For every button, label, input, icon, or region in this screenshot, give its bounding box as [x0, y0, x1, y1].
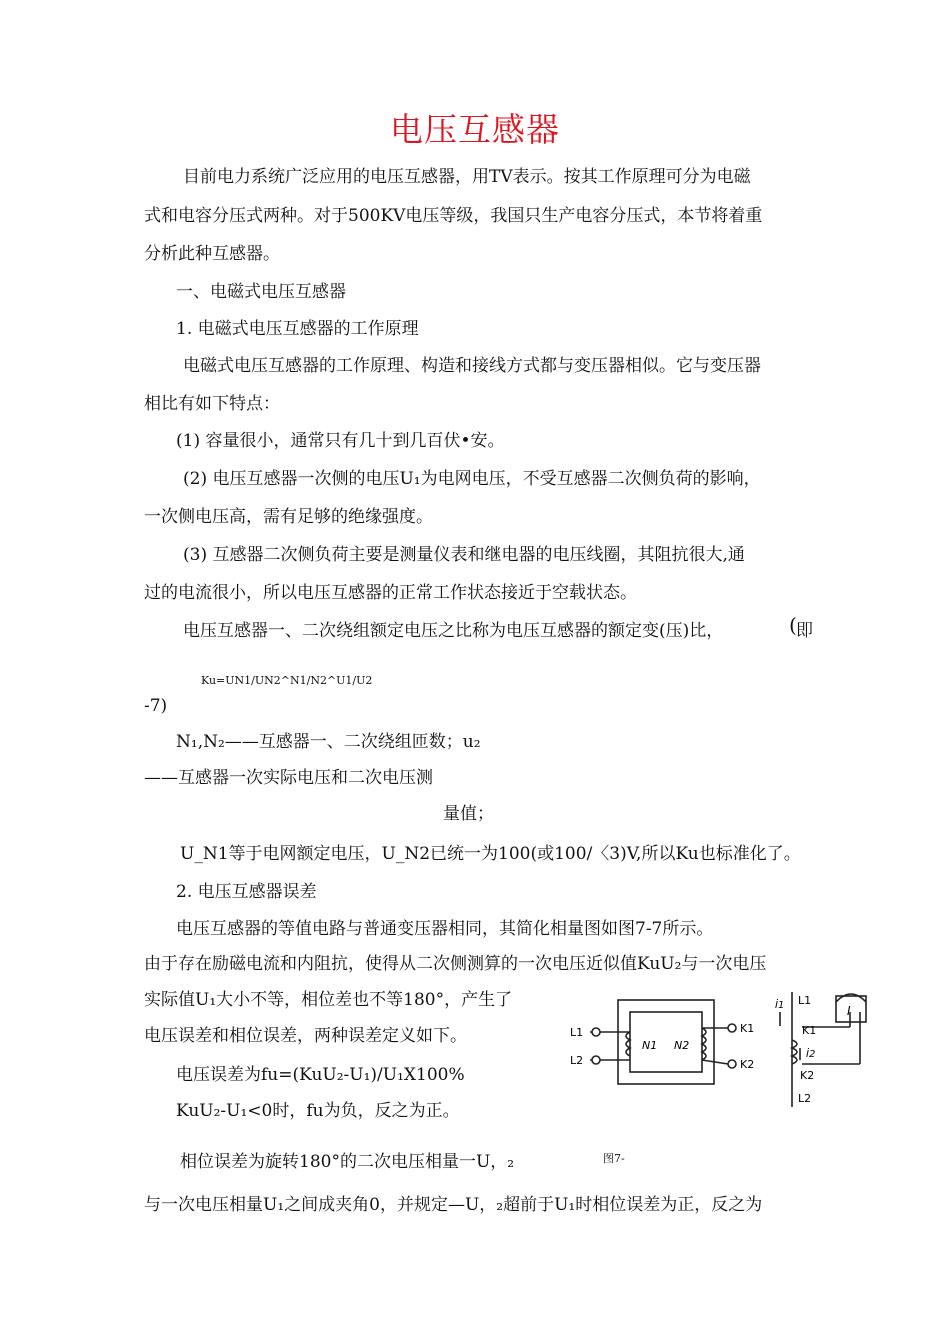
label-meter-I: I — [847, 1004, 851, 1018]
label-L2-left: L2 — [570, 1054, 584, 1067]
label-N2: N2 — [674, 1039, 690, 1052]
paragraph-ratio: 电压互感器一、二次绕组额定电压之比称为电压互感器的额定变(压)比， — [183, 621, 724, 641]
label-K2-right: K2 — [800, 1069, 815, 1082]
label-L2-right: L2 — [798, 1092, 812, 1105]
page-title: 电压互感器 — [390, 110, 560, 149]
figure-caption: 图7- — [603, 1152, 625, 1165]
paragraph-intro-line3: 分析此种互感器。 — [144, 244, 280, 264]
paragraph-ratio-tail: 即 — [796, 621, 813, 641]
voltage-error-sign: KuU₂-U₁<0时，fu为负，反之为正。 — [176, 1101, 460, 1121]
paragraph-intro-line2: 式和电容分压式两种。对于500KV电压等级，我国只生产电容分压式，本节将着重 — [144, 206, 763, 226]
feature-item-2-line1: (2) 电压互感器一次侧的电压U₁为电网电压，不受互感器二次侧负荷的影响， — [183, 469, 761, 489]
label-L1-left: L1 — [570, 1026, 584, 1039]
voltage-error-formula: 电压误差为fu=(KuU₂-U₁)/U₁X100% — [176, 1065, 465, 1085]
subsection-heading-2: 2. 电压互感器误差 — [176, 882, 317, 902]
notation-line1: N₁,N₂——互感器一、二次绕组匝数；u₂ — [176, 732, 481, 752]
transformer-core-schematic — [590, 1000, 736, 1084]
label-I2: İ2 — [806, 1049, 816, 1060]
feature-item-3-line2: 过的电流很小，所以电压互感器的正常工作状态接近于空载状态。 — [144, 583, 637, 603]
paragraph-error-line3: 实际值U₁大小不等，相位差也不等180°，产生了 — [144, 990, 513, 1010]
label-K1-left: K1 — [740, 1022, 755, 1035]
paragraph-error-line2: 由于存在励磁电流和内阻抗，使得从二次侧测算的一次电压近似值KuU₂与一次电压 — [144, 954, 767, 974]
section-heading-1: 一、电磁式电压互感器 — [176, 282, 346, 302]
paragraph-error-line1: 电压互感器的等值电路与普通变压器相同，其简化相量图如图7-7所示。 — [176, 919, 714, 939]
paragraph-principle-line2: 相比有如下特点： — [144, 394, 280, 414]
subsection-heading-1-1: 1. 电磁式电压互感器的工作原理 — [176, 319, 419, 339]
paragraph-principle-line1: 电磁式电压互感器的工作原理、构造和接线方式都与变压器相似。它与变压器 — [183, 356, 761, 376]
label-I1: İ1 — [775, 1000, 785, 1011]
paragraph-error-line4: 电压误差和相位误差，两种误差定义如下。 — [144, 1026, 467, 1046]
notation-line3: 量值； — [443, 804, 494, 824]
feature-item-1: (1) 容量很小，通常只有几十到几百伏•安。 — [176, 431, 505, 451]
label-L1-right: L1 — [798, 994, 812, 1007]
paragraph-intro-line1: 目前电力系统广泛应用的电压互感器，用TV表示。按其工作原理可分为电磁 — [183, 167, 751, 187]
phase-error-line2: 与一次电压相量U₁之间成夹角0，并规定—U，₂超前于U₁时相位误差为正，反之为 — [144, 1195, 763, 1215]
label-K1-right: K1 — [802, 1024, 817, 1037]
paragraph-rated-voltage: U_N1等于电网额定电压，U_N2已统一为100(或100/〈3)V,所以Ku也标准化了。 — [180, 844, 801, 864]
phase-error-line1: 相位误差为旋转180°的二次电压相量一U，₂ — [180, 1152, 515, 1172]
feature-item-2-line2: 一次侧电压高，需有足够的绝缘强度。 — [144, 507, 433, 527]
ct-schematic — [780, 992, 866, 1107]
figure-circuit-diagram — [570, 982, 890, 1112]
ratio-formula: Ku=UN1/UN2^N1/N2^U1/U2 — [201, 674, 373, 687]
paragraph-ratio-mark: ( — [789, 613, 797, 637]
feature-item-3-line1: (3) 互感器二次侧负荷主要是测量仪表和继电器的电压线圈，其阻抗很大,通 — [183, 545, 745, 565]
label-N1: N1 — [642, 1039, 658, 1052]
notation-line2: ——互感器一次实际电压和二次电压测 — [144, 768, 433, 788]
equation-number: -7) — [144, 696, 168, 716]
label-K2-left: K2 — [740, 1058, 755, 1071]
